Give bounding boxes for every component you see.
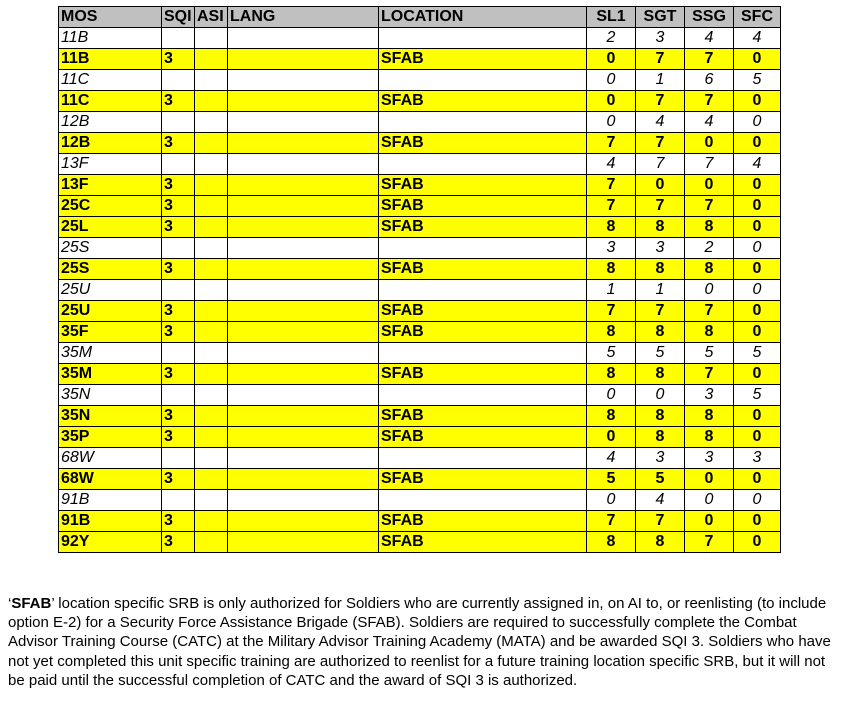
cell-mos: 91B	[59, 511, 162, 532]
cell-lang	[228, 238, 379, 259]
cell-sqi	[162, 112, 195, 133]
cell-asi	[195, 133, 228, 154]
cell-sfc: 0	[734, 406, 781, 427]
cell-ssg: 7	[685, 532, 734, 553]
cell-mos: 35P	[59, 427, 162, 448]
cell-location: SFAB	[379, 133, 587, 154]
table-row	[59, 112, 781, 133]
header-asi: ASI	[195, 7, 228, 28]
cell-asi	[195, 28, 228, 49]
cell-sgt: 7	[636, 49, 685, 70]
cell-location	[379, 28, 587, 49]
cell-asi	[195, 322, 228, 343]
cell-sgt: 4	[636, 490, 685, 511]
cell-ssg: 6	[685, 70, 734, 91]
cell-sfc: 0	[734, 112, 781, 133]
cell-ssg: 8	[685, 427, 734, 448]
cell-sqi	[162, 280, 195, 301]
note-close-quote: ’	[51, 595, 55, 612]
table-row	[59, 448, 781, 469]
note-text: location specific SRB is only authorized for Soldiers who are currently assigned in, on AI to, or reenlisting (to include option E-2) for a Security Force Assistance Brigade (SFAB). Soldiers are required to successfully complete the Combat Advisor Training Course (CATC) at the Military Advisor Training Academy (MATA) and be awarded SQI 3. Soldiers who have not yet completed this unit specific training are authorized to reenlist for a future training location specific SRB, but it will not be paid until the successful completion of CATC and the award of SQI 3 is authorized.	[8, 595, 831, 689]
table-row	[59, 49, 781, 70]
cell-asi	[195, 280, 228, 301]
cell-location: SFAB	[379, 427, 587, 448]
cell-location	[379, 385, 587, 406]
cell-asi	[195, 490, 228, 511]
cell-sgt: 8	[636, 259, 685, 280]
header-sfc: SFC	[734, 7, 781, 28]
cell-sfc: 0	[734, 469, 781, 490]
cell-ssg: 3	[685, 385, 734, 406]
cell-location: SFAB	[379, 259, 587, 280]
cell-location: SFAB	[379, 301, 587, 322]
table-row	[59, 343, 781, 364]
cell-ssg: 0	[685, 469, 734, 490]
cell-ssg: 7	[685, 154, 734, 175]
cell-lang	[228, 175, 379, 196]
cell-sfc: 5	[734, 70, 781, 91]
cell-asi	[195, 154, 228, 175]
cell-mos: 68W	[59, 469, 162, 490]
cell-sqi: 3	[162, 259, 195, 280]
cell-mos: 35N	[59, 406, 162, 427]
cell-sl1: 0	[587, 91, 636, 112]
cell-location: SFAB	[379, 511, 587, 532]
cell-location	[379, 280, 587, 301]
cell-sgt: 0	[636, 175, 685, 196]
cell-location: SFAB	[379, 175, 587, 196]
cell-lang	[228, 532, 379, 553]
header-sl1: SL1	[587, 7, 636, 28]
header-ssg: SSG	[685, 7, 734, 28]
cell-ssg: 3	[685, 448, 734, 469]
cell-lang	[228, 280, 379, 301]
cell-sl1: 7	[587, 301, 636, 322]
cell-mos: 35F	[59, 322, 162, 343]
cell-sqi	[162, 70, 195, 91]
cell-sqi	[162, 238, 195, 259]
cell-sl1: 5	[587, 343, 636, 364]
cell-location: SFAB	[379, 322, 587, 343]
cell-ssg: 7	[685, 91, 734, 112]
cell-sl1: 8	[587, 364, 636, 385]
cell-sfc: 0	[734, 532, 781, 553]
cell-sl1: 2	[587, 28, 636, 49]
table-row	[59, 469, 781, 490]
cell-lang	[228, 511, 379, 532]
cell-sl1: 8	[587, 259, 636, 280]
cell-sgt: 8	[636, 217, 685, 238]
cell-sfc: 0	[734, 91, 781, 112]
cell-sqi	[162, 343, 195, 364]
table-row	[59, 406, 781, 427]
cell-sgt: 8	[636, 427, 685, 448]
cell-sgt: 7	[636, 133, 685, 154]
cell-sqi: 3	[162, 532, 195, 553]
cell-ssg: 0	[685, 133, 734, 154]
cell-sfc: 0	[734, 133, 781, 154]
cell-asi	[195, 469, 228, 490]
cell-sfc: 0	[734, 322, 781, 343]
cell-location	[379, 70, 587, 91]
cell-sl1: 4	[587, 154, 636, 175]
header-sqi: SQI	[162, 7, 195, 28]
cell-sqi: 3	[162, 469, 195, 490]
cell-mos: 35M	[59, 364, 162, 385]
cell-lang	[228, 196, 379, 217]
cell-asi	[195, 448, 228, 469]
cell-sqi	[162, 154, 195, 175]
cell-sgt: 7	[636, 511, 685, 532]
cell-asi	[195, 196, 228, 217]
cell-lang	[228, 448, 379, 469]
cell-asi	[195, 238, 228, 259]
cell-ssg: 8	[685, 406, 734, 427]
cell-ssg: 0	[685, 511, 734, 532]
cell-lang	[228, 364, 379, 385]
cell-lang	[228, 406, 379, 427]
cell-location: SFAB	[379, 469, 587, 490]
cell-sl1: 7	[587, 133, 636, 154]
cell-asi	[195, 70, 228, 91]
cell-lang	[228, 259, 379, 280]
cell-sqi: 3	[162, 49, 195, 70]
table-row	[59, 532, 781, 553]
cell-sqi: 3	[162, 196, 195, 217]
cell-sgt: 8	[636, 364, 685, 385]
cell-sfc: 0	[734, 280, 781, 301]
table-row	[59, 28, 781, 49]
cell-asi	[195, 364, 228, 385]
header-location: LOCATION	[379, 7, 587, 28]
header-mos: MOS	[59, 7, 162, 28]
cell-sqi: 3	[162, 301, 195, 322]
cell-sl1: 8	[587, 406, 636, 427]
cell-asi	[195, 217, 228, 238]
table-row	[59, 70, 781, 91]
cell-mos: 25S	[59, 238, 162, 259]
cell-sgt: 8	[636, 532, 685, 553]
cell-sfc: 0	[734, 238, 781, 259]
table-row	[59, 427, 781, 448]
cell-location: SFAB	[379, 532, 587, 553]
cell-location	[379, 112, 587, 133]
cell-sl1: 0	[587, 490, 636, 511]
cell-lang	[228, 427, 379, 448]
cell-asi	[195, 511, 228, 532]
srb-table	[58, 6, 781, 553]
cell-location: SFAB	[379, 217, 587, 238]
sfab-note	[8, 594, 834, 690]
cell-sqi: 3	[162, 364, 195, 385]
cell-lang	[228, 49, 379, 70]
table-row	[59, 385, 781, 406]
cell-sl1: 4	[587, 448, 636, 469]
cell-location: SFAB	[379, 49, 587, 70]
cell-ssg: 7	[685, 196, 734, 217]
cell-sqi: 3	[162, 217, 195, 238]
cell-sfc: 0	[734, 175, 781, 196]
table-row	[59, 511, 781, 532]
table-row	[59, 175, 781, 196]
table-row	[59, 133, 781, 154]
cell-ssg: 4	[685, 112, 734, 133]
cell-sqi: 3	[162, 175, 195, 196]
cell-ssg: 0	[685, 175, 734, 196]
cell-ssg: 8	[685, 322, 734, 343]
cell-mos: 91B	[59, 490, 162, 511]
cell-location: SFAB	[379, 91, 587, 112]
cell-lang	[228, 28, 379, 49]
cell-ssg: 7	[685, 364, 734, 385]
cell-asi	[195, 49, 228, 70]
cell-sl1: 0	[587, 112, 636, 133]
cell-sl1: 1	[587, 280, 636, 301]
cell-lang	[228, 301, 379, 322]
cell-sgt: 8	[636, 322, 685, 343]
cell-sqi: 3	[162, 406, 195, 427]
cell-asi	[195, 112, 228, 133]
table-row	[59, 154, 781, 175]
cell-lang	[228, 322, 379, 343]
cell-sgt: 1	[636, 280, 685, 301]
cell-location: SFAB	[379, 406, 587, 427]
cell-asi	[195, 385, 228, 406]
table-row	[59, 322, 781, 343]
cell-sfc: 5	[734, 385, 781, 406]
cell-location	[379, 448, 587, 469]
cell-sfc: 0	[734, 196, 781, 217]
cell-location	[379, 238, 587, 259]
cell-asi	[195, 259, 228, 280]
cell-sl1: 8	[587, 532, 636, 553]
cell-lang	[228, 91, 379, 112]
cell-lang	[228, 70, 379, 91]
cell-asi	[195, 532, 228, 553]
cell-sgt: 3	[636, 448, 685, 469]
cell-location	[379, 343, 587, 364]
cell-mos: 12B	[59, 112, 162, 133]
table-row	[59, 238, 781, 259]
cell-sfc: 3	[734, 448, 781, 469]
cell-mos: 92Y	[59, 532, 162, 553]
cell-lang	[228, 385, 379, 406]
cell-ssg: 4	[685, 28, 734, 49]
cell-ssg: 7	[685, 49, 734, 70]
note-open-quote: ‘	[8, 595, 12, 612]
cell-mos: 68W	[59, 448, 162, 469]
cell-lang	[228, 343, 379, 364]
header-row	[59, 7, 781, 28]
cell-sl1: 3	[587, 238, 636, 259]
table-row	[59, 364, 781, 385]
cell-sfc: 4	[734, 154, 781, 175]
cell-sgt: 8	[636, 406, 685, 427]
cell-ssg: 0	[685, 490, 734, 511]
cell-lang	[228, 112, 379, 133]
cell-lang	[228, 154, 379, 175]
cell-sl1: 0	[587, 427, 636, 448]
cell-sqi: 3	[162, 322, 195, 343]
cell-sgt: 7	[636, 154, 685, 175]
cell-mos: 25U	[59, 280, 162, 301]
cell-sqi: 3	[162, 91, 195, 112]
table-body	[59, 28, 781, 553]
table-row	[59, 217, 781, 238]
cell-sqi	[162, 490, 195, 511]
cell-sgt: 1	[636, 70, 685, 91]
cell-ssg: 2	[685, 238, 734, 259]
cell-location: SFAB	[379, 196, 587, 217]
table-row	[59, 259, 781, 280]
header-lang: LANG	[228, 7, 379, 28]
table-row	[59, 280, 781, 301]
cell-sgt: 5	[636, 469, 685, 490]
cell-sqi: 3	[162, 511, 195, 532]
cell-mos: 35M	[59, 343, 162, 364]
cell-sl1: 0	[587, 385, 636, 406]
cell-sfc: 0	[734, 364, 781, 385]
header-sgt: SGT	[636, 7, 685, 28]
note-bold-term: SFAB	[11, 595, 52, 612]
cell-sfc: 0	[734, 217, 781, 238]
cell-location: SFAB	[379, 364, 587, 385]
cell-asi	[195, 175, 228, 196]
cell-mos: 11B	[59, 49, 162, 70]
table-row	[59, 301, 781, 322]
cell-asi	[195, 406, 228, 427]
cell-ssg: 5	[685, 343, 734, 364]
cell-mos: 12B	[59, 133, 162, 154]
cell-mos: 11B	[59, 28, 162, 49]
cell-sl1: 0	[587, 49, 636, 70]
cell-ssg: 0	[685, 280, 734, 301]
cell-sfc: 0	[734, 301, 781, 322]
cell-sgt: 5	[636, 343, 685, 364]
cell-asi	[195, 91, 228, 112]
cell-asi	[195, 343, 228, 364]
cell-sfc: 0	[734, 490, 781, 511]
cell-sl1: 5	[587, 469, 636, 490]
cell-sqi: 3	[162, 427, 195, 448]
cell-lang	[228, 217, 379, 238]
cell-lang	[228, 490, 379, 511]
cell-ssg: 7	[685, 301, 734, 322]
table-row	[59, 196, 781, 217]
cell-sfc: 4	[734, 28, 781, 49]
cell-sfc: 5	[734, 343, 781, 364]
cell-sqi	[162, 385, 195, 406]
cell-sl1: 8	[587, 322, 636, 343]
cell-sfc: 0	[734, 259, 781, 280]
cell-mos: 25S	[59, 259, 162, 280]
cell-mos: 25L	[59, 217, 162, 238]
cell-sfc: 0	[734, 49, 781, 70]
table-row	[59, 91, 781, 112]
cell-sl1: 0	[587, 70, 636, 91]
cell-sl1: 7	[587, 511, 636, 532]
cell-mos: 35N	[59, 385, 162, 406]
cell-mos: 13F	[59, 154, 162, 175]
cell-sgt: 3	[636, 28, 685, 49]
cell-sgt: 7	[636, 301, 685, 322]
cell-mos: 11C	[59, 70, 162, 91]
cell-ssg: 8	[685, 217, 734, 238]
cell-lang	[228, 469, 379, 490]
cell-sqi	[162, 28, 195, 49]
table-row	[59, 490, 781, 511]
cell-sgt: 7	[636, 91, 685, 112]
cell-sl1: 8	[587, 217, 636, 238]
cell-sl1: 7	[587, 196, 636, 217]
cell-sgt: 0	[636, 385, 685, 406]
cell-sfc: 0	[734, 427, 781, 448]
cell-sgt: 3	[636, 238, 685, 259]
cell-sl1: 7	[587, 175, 636, 196]
cell-mos: 13F	[59, 175, 162, 196]
cell-asi	[195, 301, 228, 322]
cell-asi	[195, 427, 228, 448]
cell-mos: 11C	[59, 91, 162, 112]
cell-sgt: 7	[636, 196, 685, 217]
cell-sfc: 0	[734, 511, 781, 532]
cell-sgt: 4	[636, 112, 685, 133]
cell-lang	[228, 133, 379, 154]
cell-location	[379, 490, 587, 511]
cell-mos: 25C	[59, 196, 162, 217]
cell-mos: 25U	[59, 301, 162, 322]
cell-sqi: 3	[162, 133, 195, 154]
cell-sqi	[162, 448, 195, 469]
cell-ssg: 8	[685, 259, 734, 280]
cell-location	[379, 154, 587, 175]
